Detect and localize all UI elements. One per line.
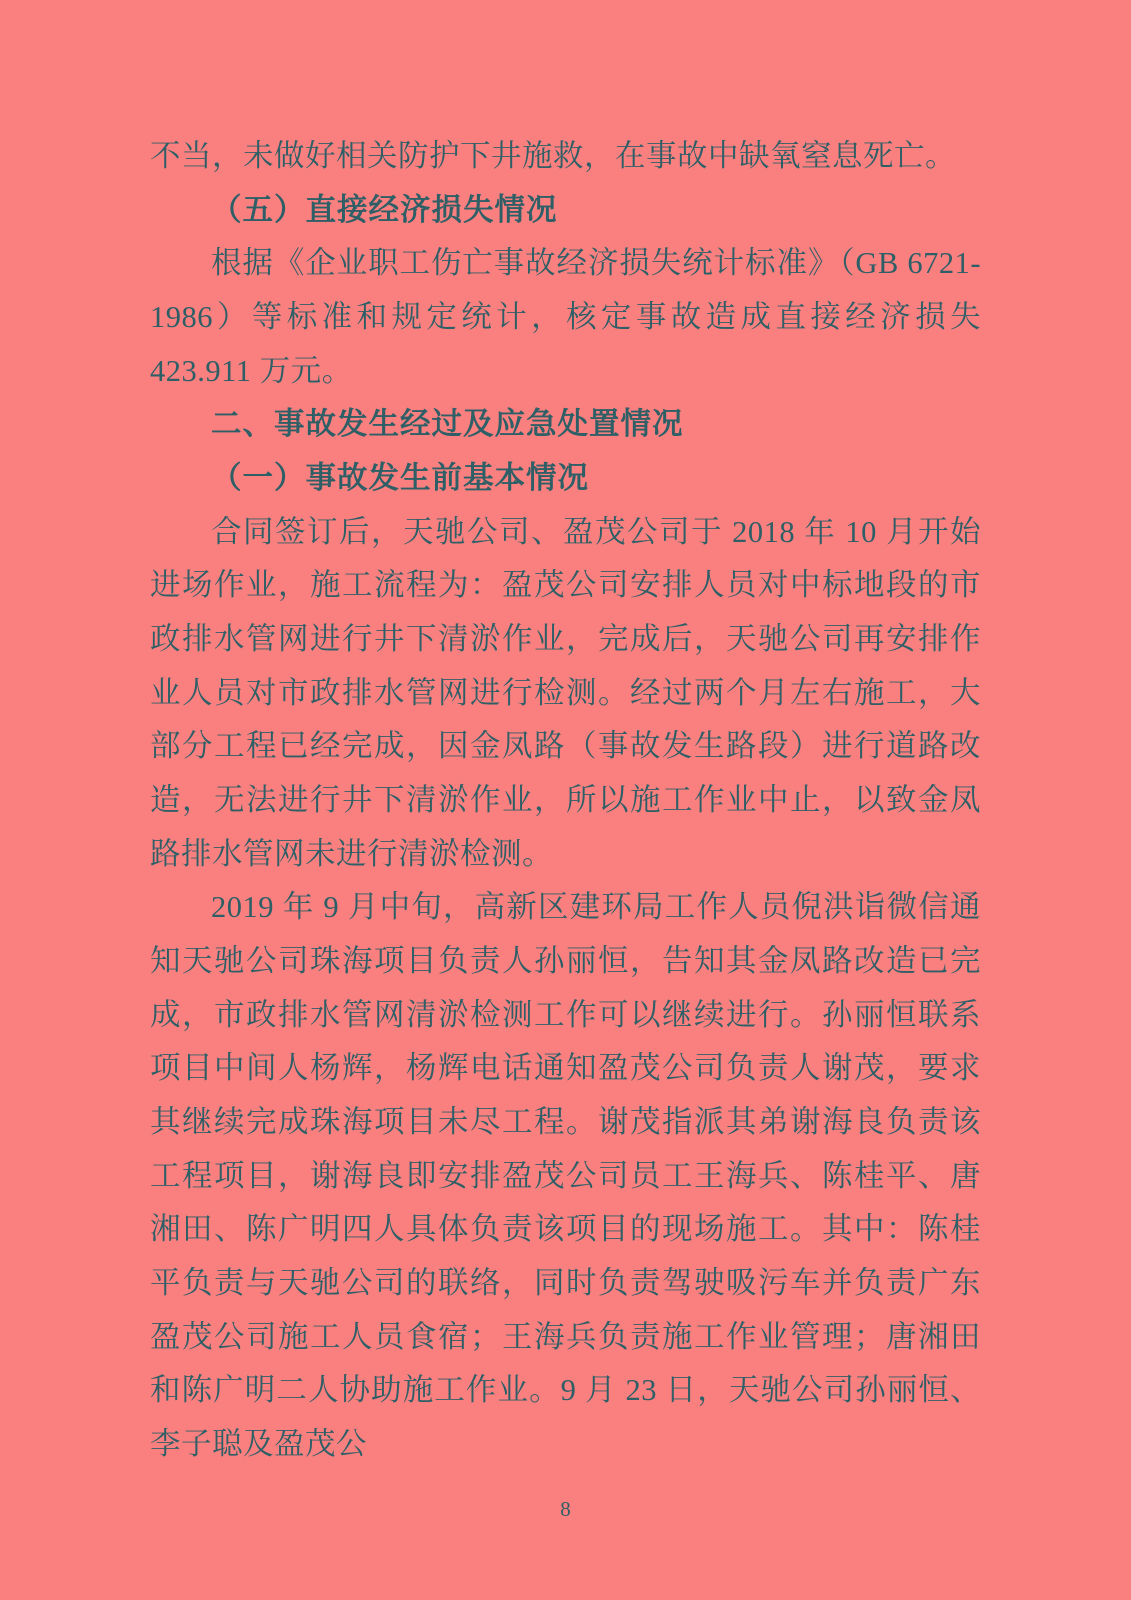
page-number: 8 xyxy=(560,1497,571,1521)
section-heading-economic-loss: （五）直接经济损失情况 xyxy=(211,192,558,227)
paragraph-continued: 不当，未做好相关防护下井施救，在事故中缺氧窒息死亡。 xyxy=(150,139,956,173)
paragraph-economic-loss: 根据《企业职工伤亡事故经济损失统计标准》（GB 6721-1986）等标准和规定统计，核定事故造成直接经济损失423.911 万元。 xyxy=(150,246,981,388)
document-body xyxy=(150,130,981,1472)
section-heading-pre-accident: （一）事故发生前基本情况 xyxy=(211,461,589,496)
paragraph-contract-signing: 合同签订后，天驰公司、盈茂公司于 2018 年 10 月开始进场作业，施工流程为：盈茂公司安排人员对中标地段的市政排水管网进行井下清淤作业，完成后，天驰公司再安排作业人员对市政排水管网进行检测。经过两个月左右施工，大部分工程已经完成，因金凤路（事故发生路段）进行道路改造，无法进行井下清淤作业，所以施工作业中止，以致金凤路排水管网未进行清淤检测。 xyxy=(150,514,981,871)
section-heading-accident-process: 二、事故发生经过及应急处置情况 xyxy=(211,407,684,442)
paragraph-september-notice: 2019 年 9 月中旬，高新区建环局工作人员倪洪诣微信通知天驰公司珠海项目负责人孙丽恒，告知其金凤路改造已完成，市政排水管网清淤检测工作可以继续进行。孙丽恒联系项目中间人杨辉，杨辉电话通知盈茂公司负责人谢茂，要求其继续完成珠海项目未尽工程。谢茂指派其弟谢海良负责该工程项目，谢海良即安排盈茂公司员工王海兵、陈桂平、唐湘田、陈广明四人具体负责该项目的现场施工。其中：陈桂平负责与天驰公司的联络，同时负责驾驶吸污车并负责广东盈茂公司施工人员食宿；王海兵负责施工作业管理；唐湘田和陈广明二人协助施工作业。9 月 23 日，天驰公司孙丽恒、李子聪及盈茂公 xyxy=(150,890,981,1462)
